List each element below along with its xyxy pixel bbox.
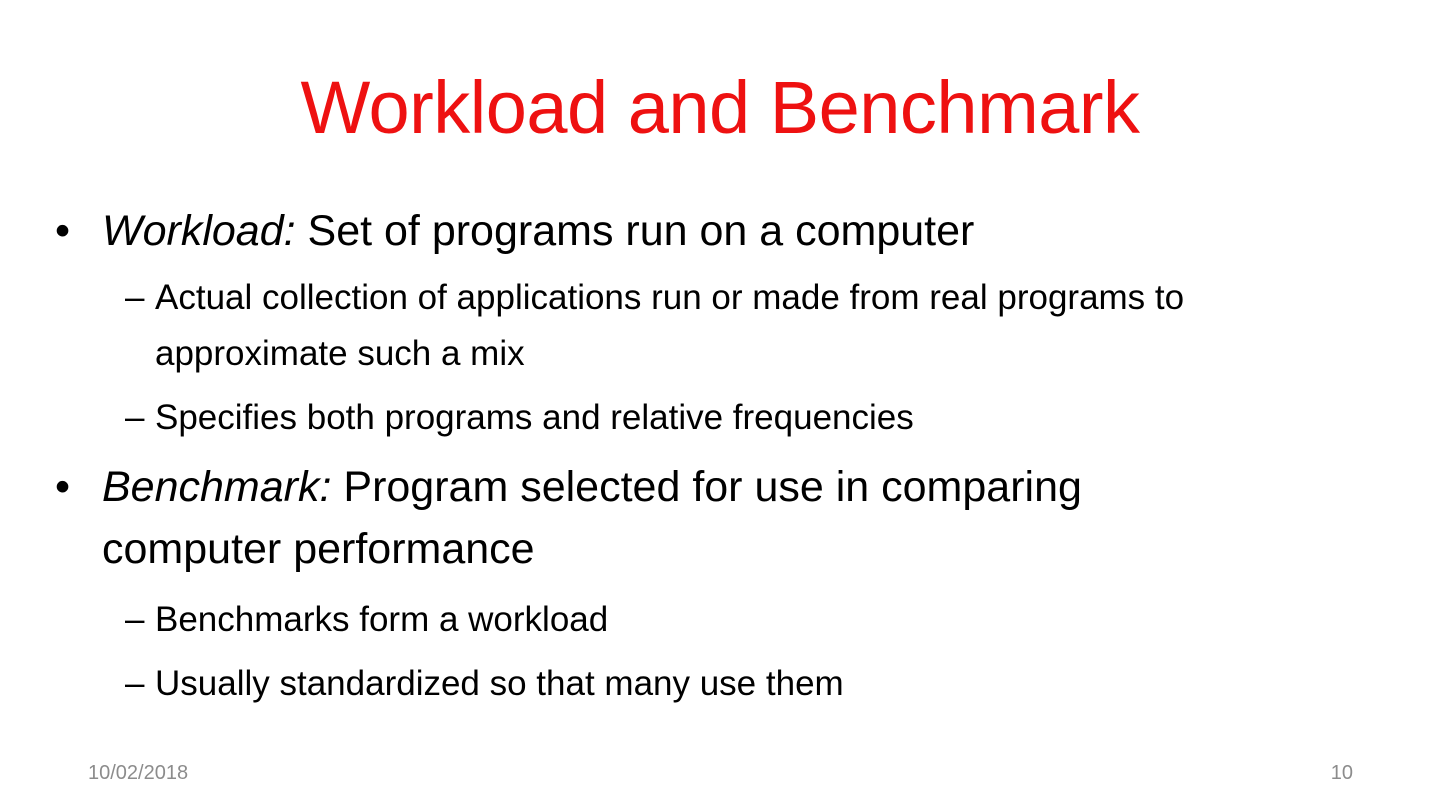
sub-bullet-text: Specifies both programs and relative frequencies — [155, 398, 914, 437]
sub-bullet-actual-collection — [55, 270, 1235, 382]
footer-page-number: 10 — [1330, 762, 1353, 784]
sub-bullet-text: Benchmarks form a workload — [155, 600, 609, 639]
sub-bullet-specifies — [55, 390, 1255, 446]
sub-bullet-benchmarks-form — [55, 592, 1255, 648]
bullet-text: Program selected for use in comparing computer performance — [102, 463, 1082, 573]
dash-marker: – — [125, 664, 145, 703]
dash-marker: – — [125, 398, 145, 437]
footer-date: 10/02/2018 — [88, 762, 189, 784]
bullet-workload — [55, 200, 1255, 262]
sub-bullet-text: Usually standardized so that many use them — [155, 664, 844, 703]
sub-bullet-usually-standardized — [55, 656, 1255, 712]
bullet-benchmark — [55, 456, 1212, 580]
dash-marker: – — [125, 278, 145, 317]
bullet-term: Workload: — [102, 207, 296, 255]
bullet-marker: • — [55, 207, 71, 255]
dash-marker: – — [125, 600, 145, 639]
slide-body — [55, 200, 1255, 712]
bullet-text: Set of programs run on a computer — [295, 207, 975, 255]
sub-bullet-text: Actual collection of applications run or made from real programs to approximate such a mix — [155, 278, 1185, 373]
bullet-marker: • — [55, 463, 71, 511]
slide-title: Workload and Benchmark — [300, 66, 1140, 149]
bullet-term: Benchmark: — [102, 463, 332, 511]
